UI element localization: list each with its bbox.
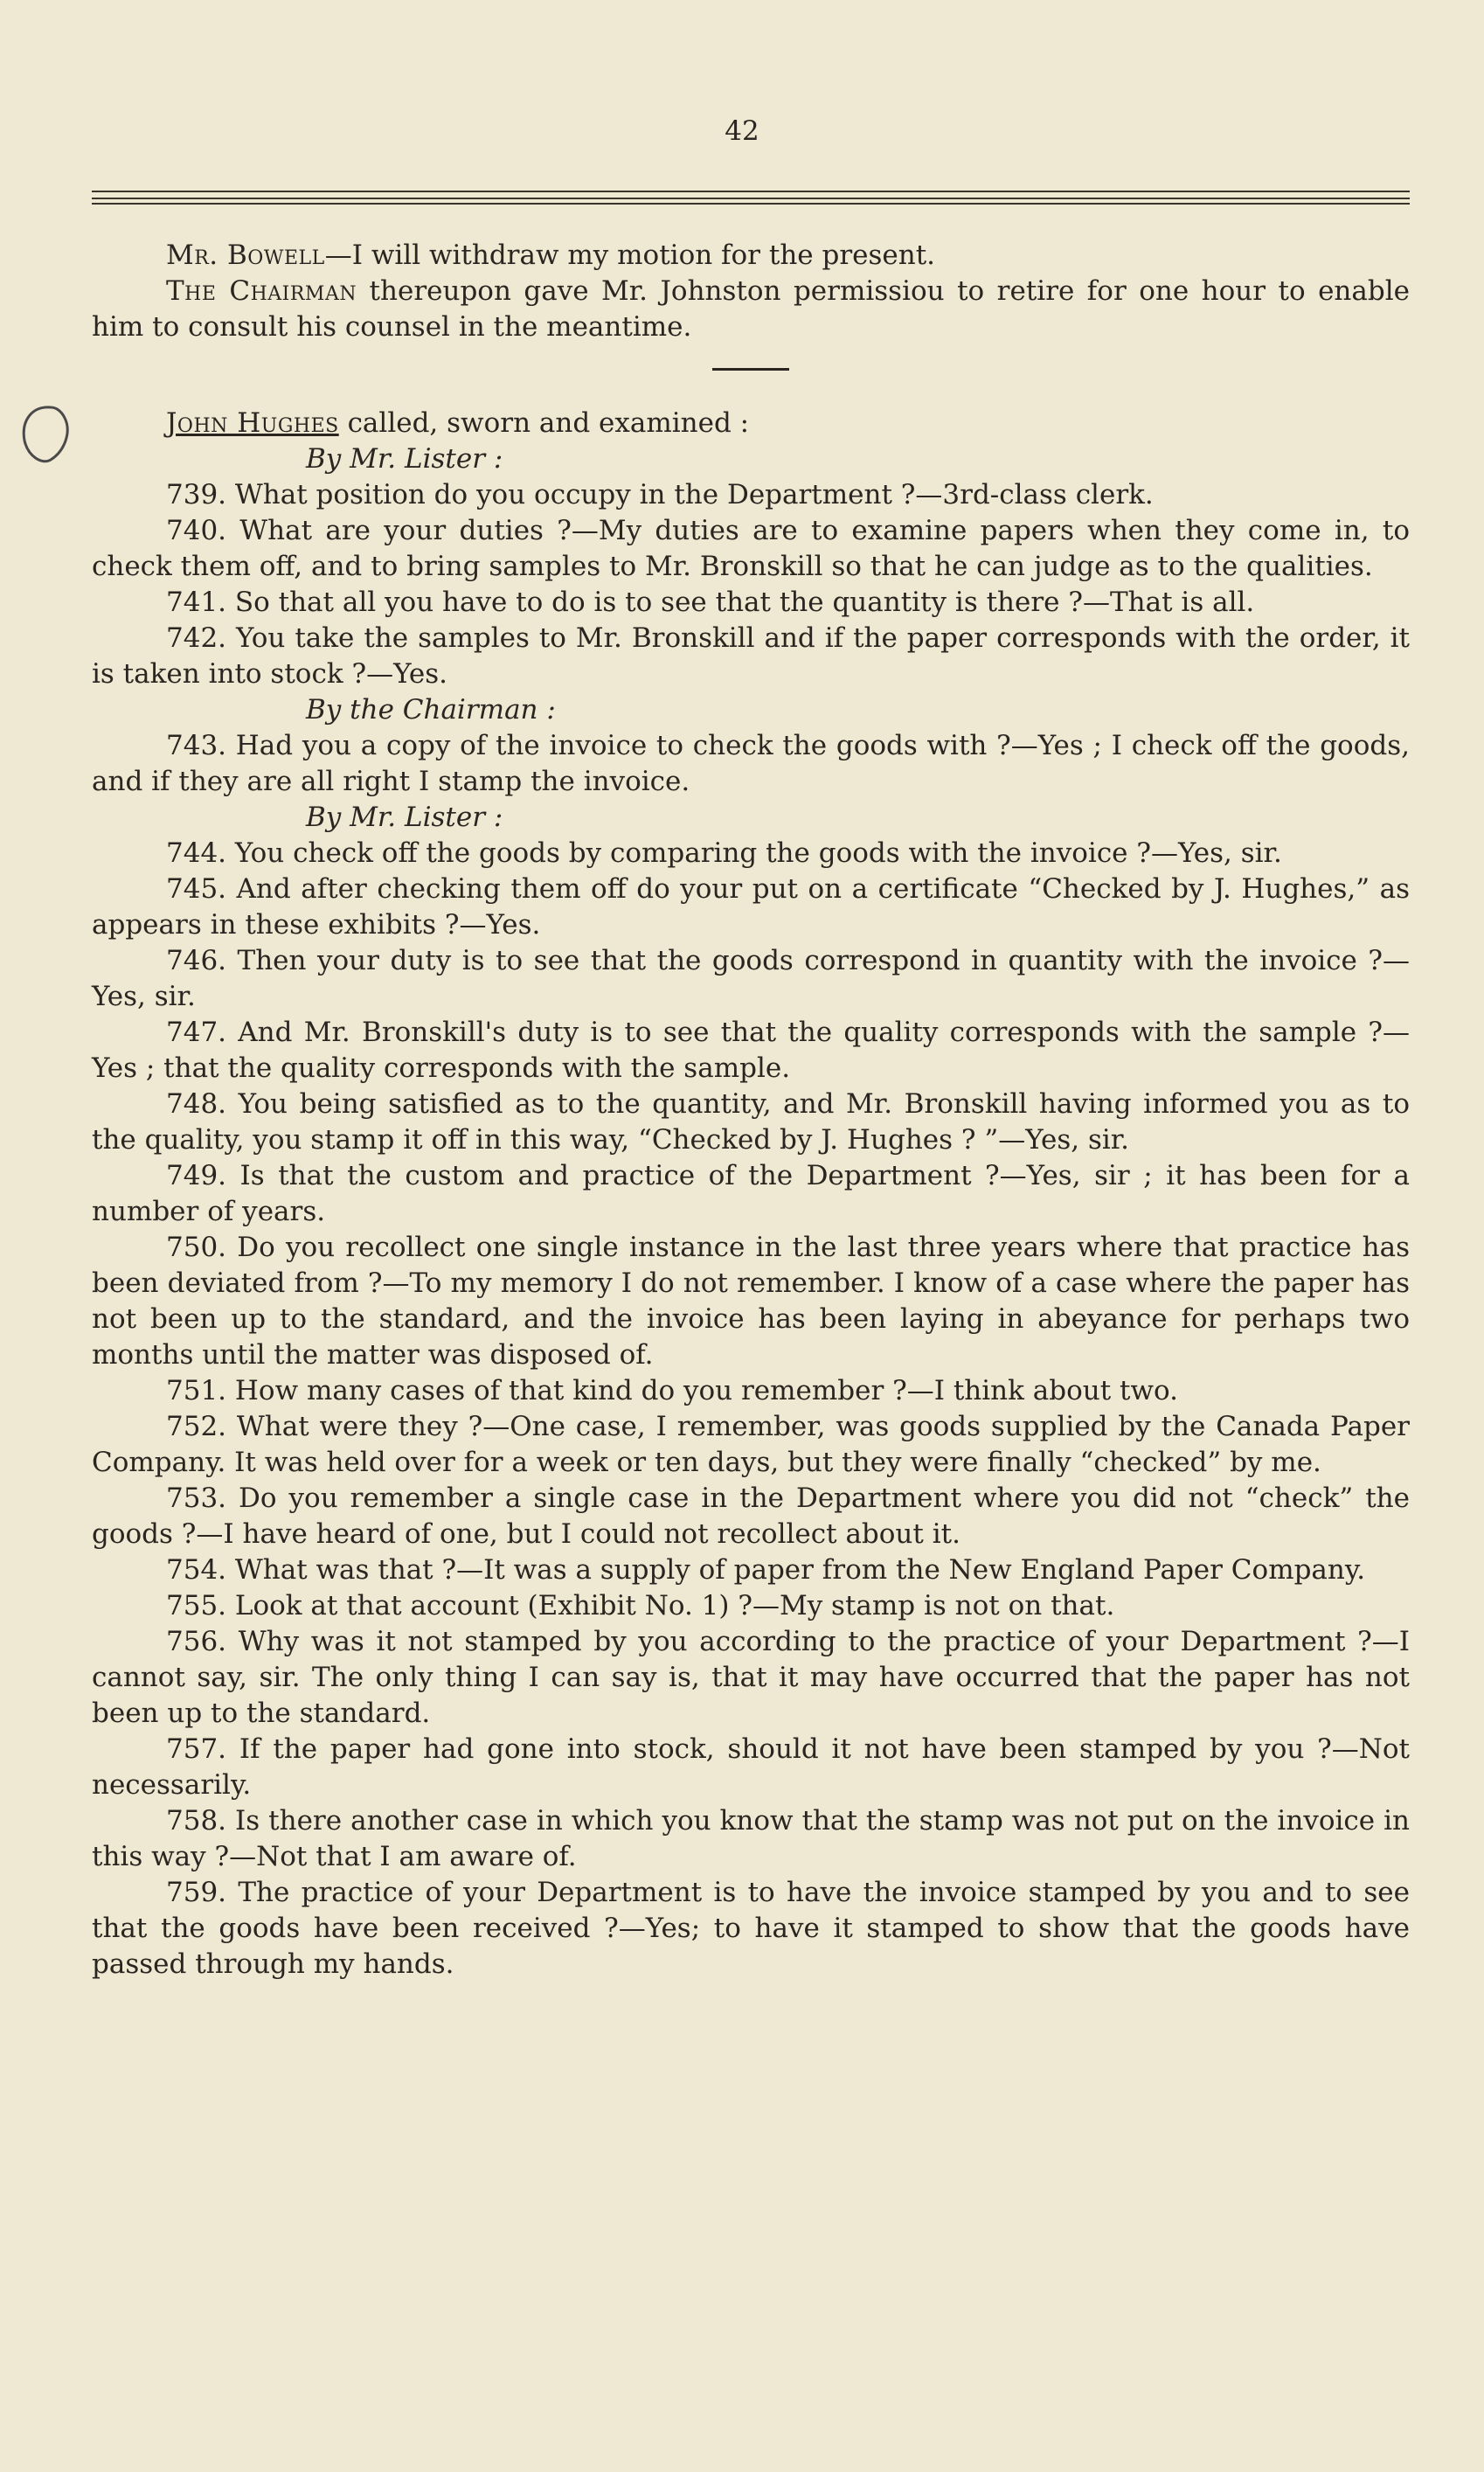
paragraph-text: —I will withdraw my motion for the present. [324, 240, 936, 271]
question-answer-item: 751. How many cases of that kind do you remember ?—I think about two. [166, 1375, 1179, 1406]
witness-line [92, 406, 1410, 441]
question-answer-item: 740. What are your duties ?—My duties are to examine papers when they come in, to check them off, and to bring samples to Mr. Bronskill so that he can judge as to the qualities. [92, 515, 1410, 582]
header-rule [92, 203, 1410, 205]
document-body [92, 238, 1410, 1982]
question-answer-item: 754. What was that ?—It was a supply of paper from the New England Paper Company. [166, 1554, 1366, 1586]
question-answer-item: 753. Do you remember a single case in the Department where you did not “check” the goods ?—I have heard of one, but I could not recollect about it. [92, 1483, 1410, 1550]
pencil-circle-mark [16, 402, 75, 472]
opening-paragraph [92, 238, 1410, 274]
question-answer-item: 749. Is that the custom and practice of the Department ?—Yes, sir ; it has been for a number of years. [92, 1160, 1410, 1227]
section-divider [712, 368, 789, 371]
header-rule [92, 198, 1410, 199]
question-answer-item: 746. Then your duty is to see that the goods correspond in quantity with the invoice ?—Yes, sir. [92, 945, 1410, 1012]
paragraph-text: thereupon gave Mr. Johnston permissiou to retire for one hour to enable him to consult his counsel in the meantime. [92, 275, 1410, 343]
header-rule [92, 191, 1410, 192]
witness-text: called, sworn and examined : [338, 407, 750, 439]
question-answer-item: 756. Why was it not stamped by you according to the practice of your Department ?—I cannot say, sir. The only thing I can say is, that it may have occurred that the paper has not been up to the standard. [92, 1626, 1410, 1729]
examination-sections [92, 441, 1410, 1982]
question-answer-item: 743. Had you a copy of the invoice to check the goods with ?—Yes ; I check off the goods, and if they are all right I stamp the invoice. [92, 730, 1410, 797]
question-answer-item: 759. The practice of your Department is to have the invoice stamped by you and to see that the goods have been received ?—Yes; to have it stamped to show that the goods have passed through my hands. [92, 1877, 1410, 1980]
question-answer-item: 758. Is there another case in which you know that the stamp was not put on the invoice in this way ?—Not that I am aware of. [92, 1805, 1410, 1872]
question-answer-item: 745. And after checking them off do your put on a certificate “Checked by J. Hughes,” as appears in these exhibits ?—Yes. [92, 873, 1410, 941]
question-answer-item: 739. What position do you occupy in the Department ?—3rd-class clerk. [166, 479, 1154, 510]
examiner-byline: By Mr. Lister : [306, 443, 503, 475]
examiner-byline: By the Chairman : [306, 694, 556, 726]
witness-name: John Hughes [166, 407, 339, 439]
question-answer-item: 748. You being satisfied as to the quantity, and Mr. Bronskill having informed you as to the quality, you stamp it off in this way, “Checked by J. Hughes ? ”—Yes, sir. [92, 1088, 1410, 1156]
question-answer-item: 757. If the paper had gone into stock, should it not have been stamped by you ?—Not necessarily. [92, 1733, 1410, 1801]
question-answer-item: 750. Do you recollect one single instance in the last three years where that practice has been deviated from ?—To my memory I do not remember. I know of a case where the paper has not been up to the standard, and the invoice has been laying in abeyance for perhaps two months until the matter was disposed of. [92, 1232, 1410, 1371]
question-answer-item: 741. So that all you have to do is to see that the quantity is there ?—That is all. [166, 587, 1255, 618]
examiner-byline: By Mr. Lister : [306, 802, 503, 833]
question-answer-item: 752. What were they ?—One case, I remember, was goods supplied by the Canada Paper Company. It was held over for a week or ten days, but they were finally “checked” by me. [92, 1411, 1410, 1478]
speaker-name: Mr. Bowell [166, 240, 325, 271]
question-answer-item: 742. You take the samples to Mr. Bronskill and if the paper corresponds with the order, it is taken into stock ?—Yes. [92, 622, 1410, 690]
page-number: 42 [725, 115, 759, 147]
question-answer-item: 747. And Mr. Bronskill's duty is to see that the quality corresponds with the sample ?—Yes ; that the quality corresponds with the sample. [92, 1017, 1410, 1084]
opening-paragraph [92, 274, 1410, 345]
speaker-name: The Chairman [166, 275, 357, 307]
question-answer-item: 755. Look at that account (Exhibit No. 1) ?—My stamp is not on that. [166, 1590, 1115, 1621]
question-answer-item: 744. You check off the goods by comparing the goods with the invoice ?—Yes, sir. [166, 837, 1282, 869]
